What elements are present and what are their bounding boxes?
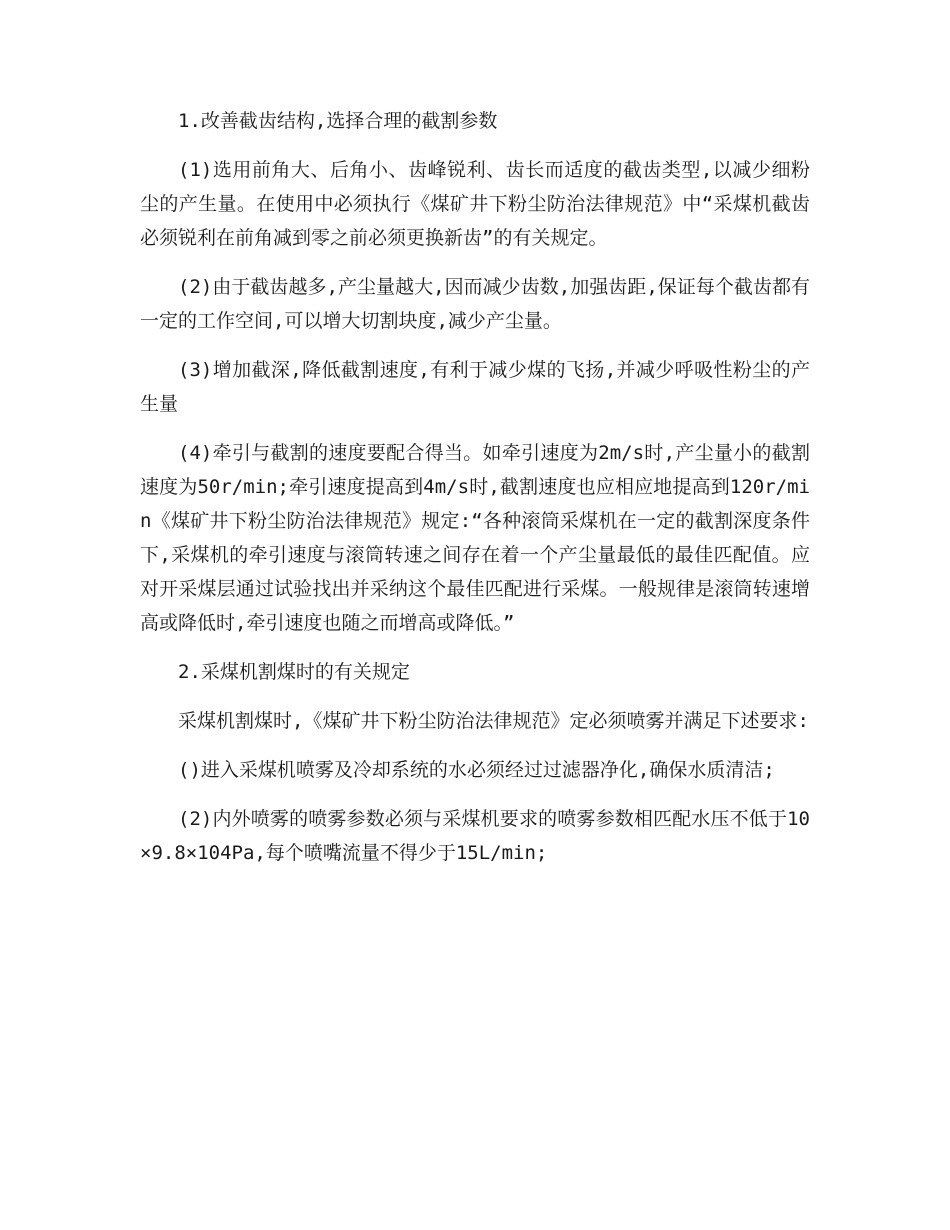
section-heading-1: 1.改善截齿结构,选择合理的截割参数 (178, 110, 498, 132)
paragraph-item-5: ()进入采煤机喷雾及冷却系统的水必须经过过滤器净化,确保水质清洁; (178, 759, 775, 781)
paragraph-intro: 采煤机割煤时,《煤矿井下粉尘防治法律规范》定必须喷雾并满足下述要求: (178, 710, 809, 732)
document-body (140, 104, 810, 885)
paragraph-item-1: (1)选用前角大、后角小、齿峰锐利、齿长而适度的截齿类型,以减少细粉尘的产生量。在使用中必须执行《煤矿井下粉尘防治法律规范》中“采煤机截齿必须锐利在前角减到零之前必须更换新齿”的有关规定。 (140, 159, 810, 249)
paragraph-item-6: (2)内外喷雾的喷雾参数必须与采煤机要求的喷雾参数相匹配水压不低于10×9.8×104Pa,每个喷嘴流量不得少于15L/min; (140, 808, 810, 864)
section-heading-2: 2.采煤机割煤时的有关规定 (178, 661, 410, 683)
paragraph-item-2: (2)由于截齿越多,产尘量越大,因而减少齿数,加强齿距,保证每个截齿都有一定的工作空间,可以增大切割块度,减少产尘量。 (140, 276, 810, 332)
paragraph-item-3: (3)增加截深,降低截割速度,有利于减少煤的飞扬,并减少呼吸性粉尘的产生量 (140, 359, 810, 415)
paragraph-item-4: (4)牵引与截割的速度要配合得当。如牵引速度为2m/s时,产尘量小的截割速度为50r/min;牵引速度提高到4m/s时,截割速度也应相应地提高到120r/min《煤矿井下粉尘防治法律规范》规定:“各种滚筒采煤机在一定的截割深度条件下,采煤机的牵引速度与滚筒转速之间存在着一个产尘量最低的最佳匹配值。应对开采煤层通过试验找出并采纳这个最佳匹配进行采煤。一般规律是滚筒转速增高或降低时,牵引速度也随之而增高或降低。” (140, 442, 810, 634)
